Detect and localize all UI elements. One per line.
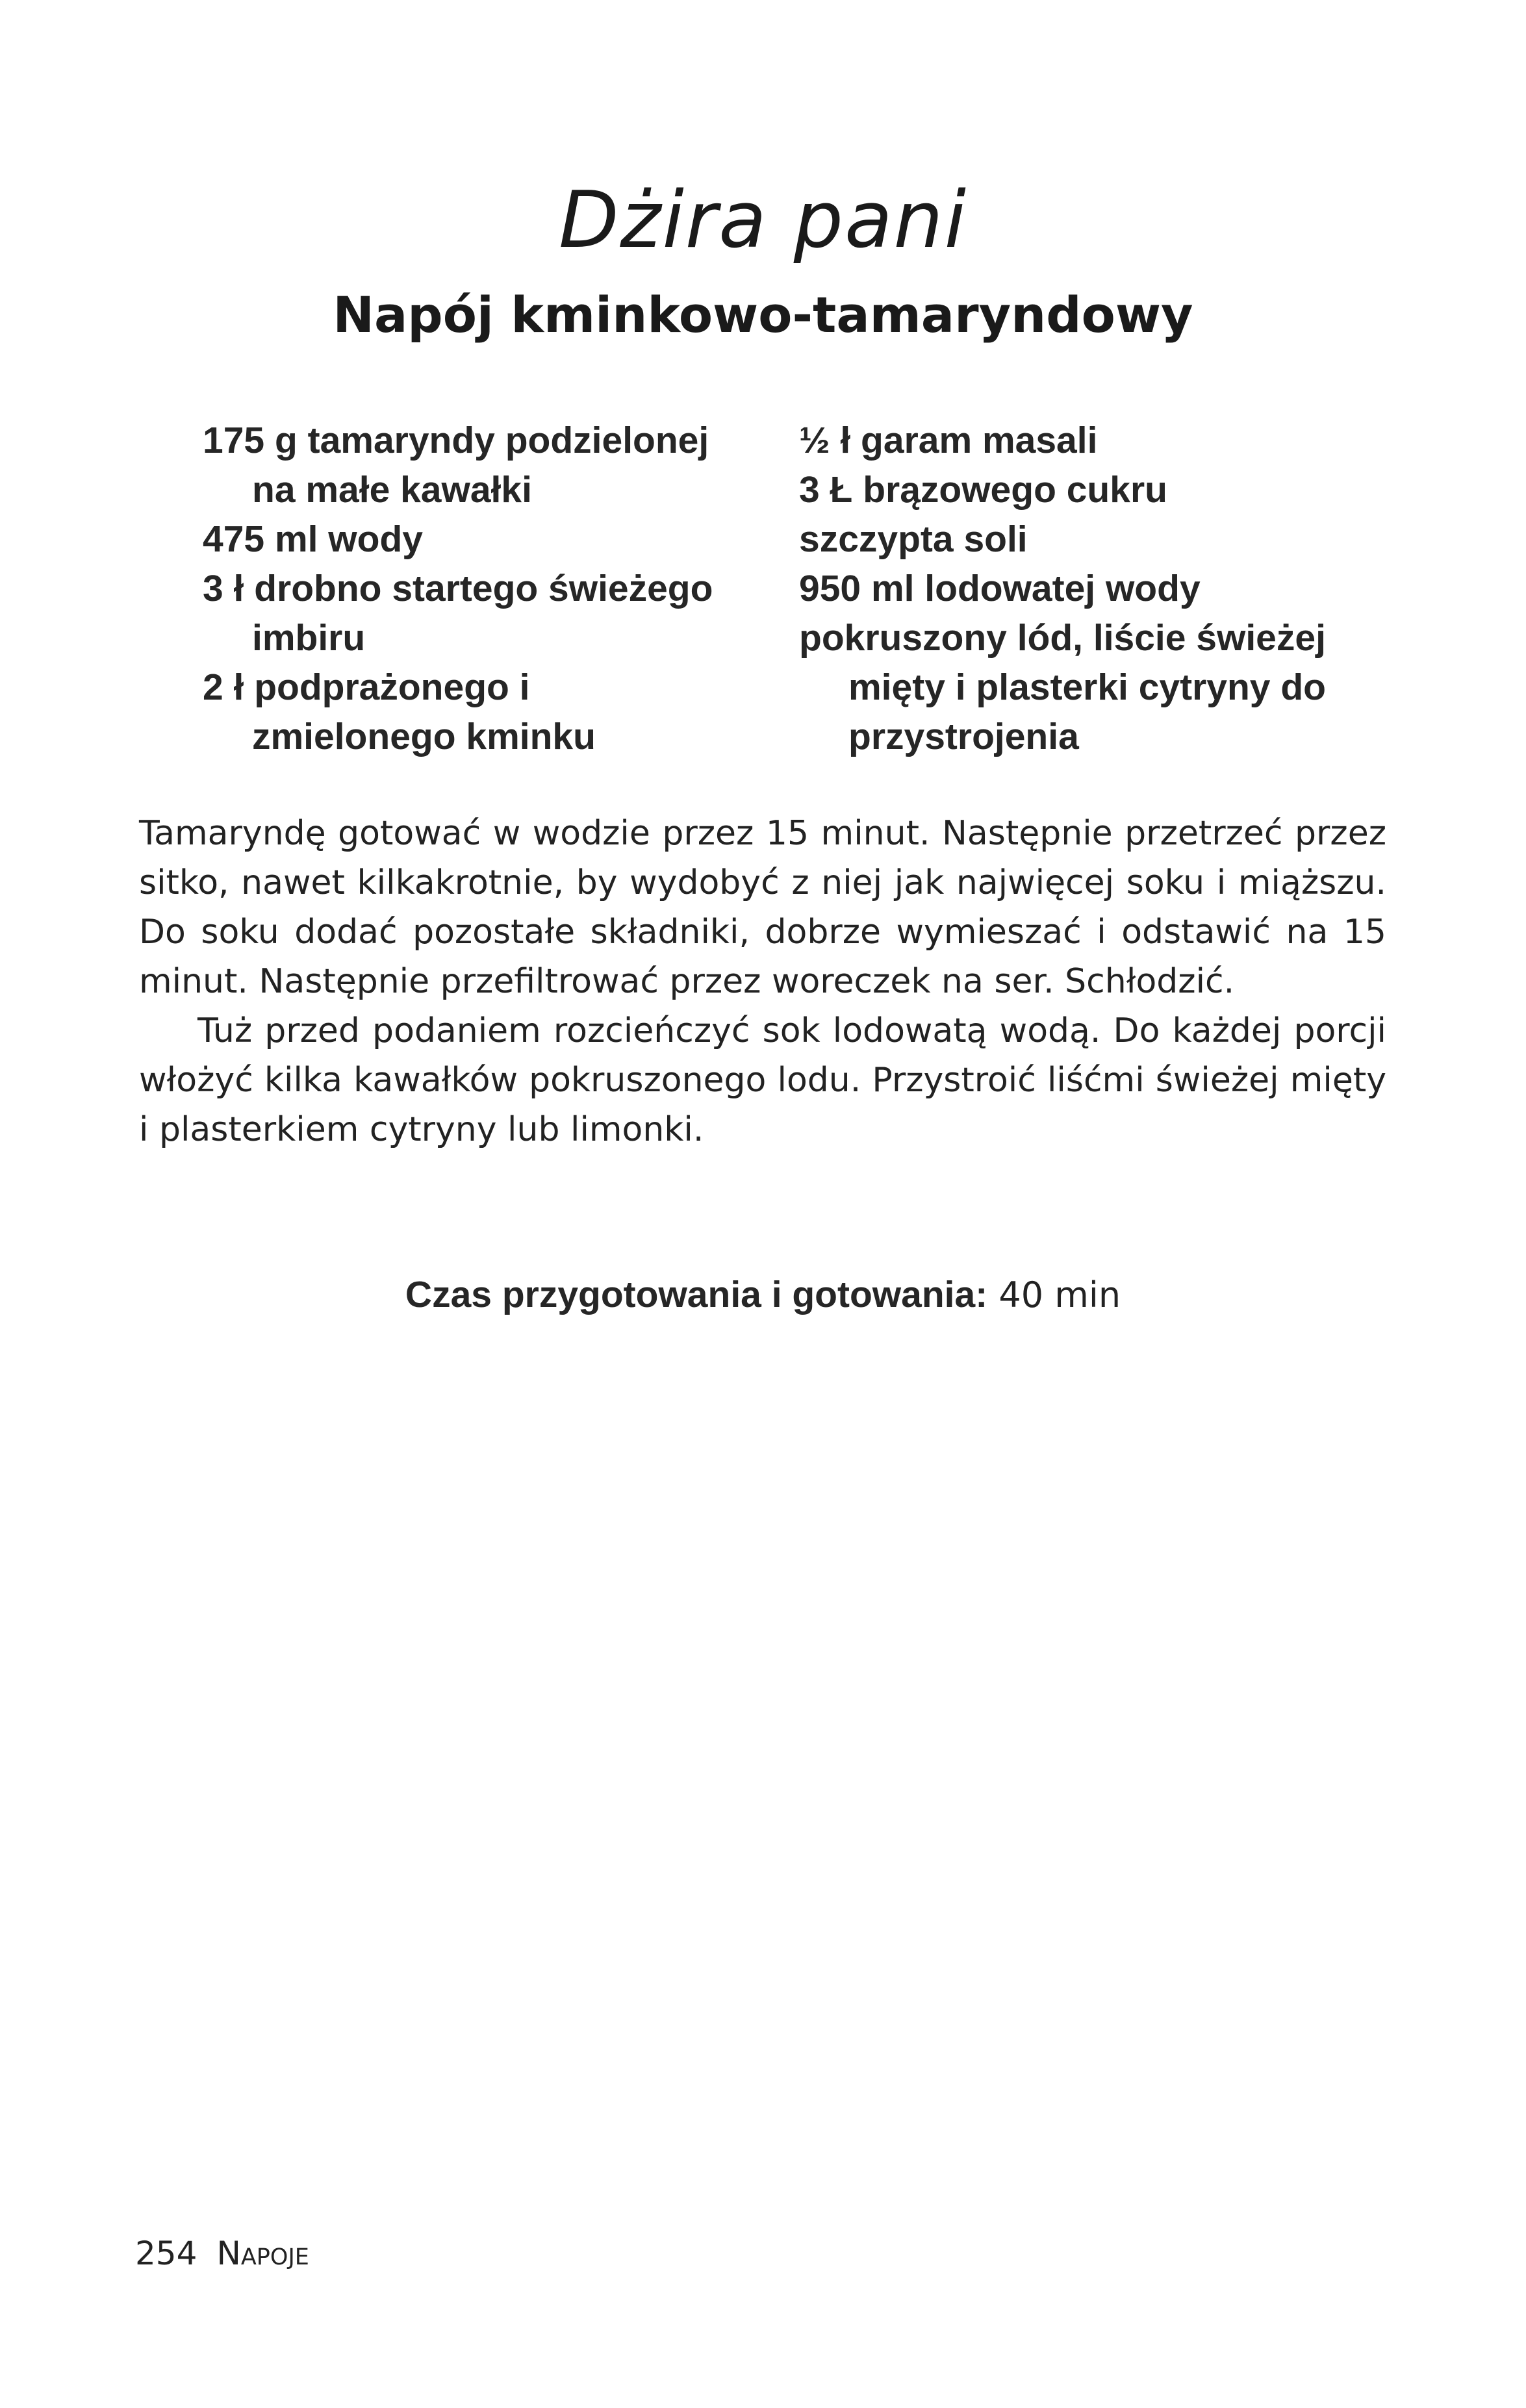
ingredient-item: 950 ml lodowatej wody: [799, 568, 1201, 609]
ingredient-item: 475 ml wody: [203, 518, 423, 560]
ingredient-item: szczypta soli: [799, 518, 1028, 560]
recipe-title: Dżira pani: [559, 175, 967, 266]
ingredient-item: 3 ł drobno startego świeżego imbiru: [203, 568, 713, 659]
ingredient-item: ½ ł garam masali: [799, 420, 1098, 461]
ingredient-item: 3 Ł brązowego cukru: [799, 469, 1167, 511]
recipe-subtitle: Napój kminkowo-tamaryndowy: [333, 286, 1193, 344]
prep-time: [0, 1270, 1526, 1320]
method-paragraph: Tamaryndę gotować w wodzie przez 15 minut. Następnie przetrzeć przez sitko, nawet kilkakrotnie, by wydobyć z niej jak najwięcej soku i miąższu. Do soku dodać pozostałe składniki, dobrze wymieszać i odstawić na 15 minut. Następnie przefiltrować przez woreczek na ser. Schłodzić.: [139, 814, 1386, 1001]
ingredients-section: [0, 416, 1526, 779]
method-section: [139, 809, 1386, 1154]
prep-time-label: Czas przygotowania i gotowania:: [405, 1274, 988, 1315]
method-paragraph: Tuż przed podaniem rozcieńczyć sok lodowatą wodą. Do każdej porcji włożyć kilka kawałków pokruszonego lodu. Przystroić liśćmi świeżej mięty i plasterkiem cytryny lub limonki.: [139, 1011, 1386, 1149]
ingredients-right-column: [799, 416, 1384, 761]
page-number: 254: [135, 2235, 197, 2272]
section-name: Napoje: [216, 2235, 309, 2272]
ingredient-item: 175 g tamaryndy podzielonej na małe kawałki: [203, 420, 709, 511]
ingredient-item: 2 ł podprażonego i zmielonego kminku: [203, 666, 596, 757]
ingredient-item: pokruszony lód, liście świeżej mięty i plasterki cytryny do przystrojenia: [799, 617, 1326, 757]
page-footer: [135, 2235, 309, 2272]
ingredients-left-column: [203, 416, 735, 761]
prep-time-value: 40 min: [998, 1274, 1121, 1315]
